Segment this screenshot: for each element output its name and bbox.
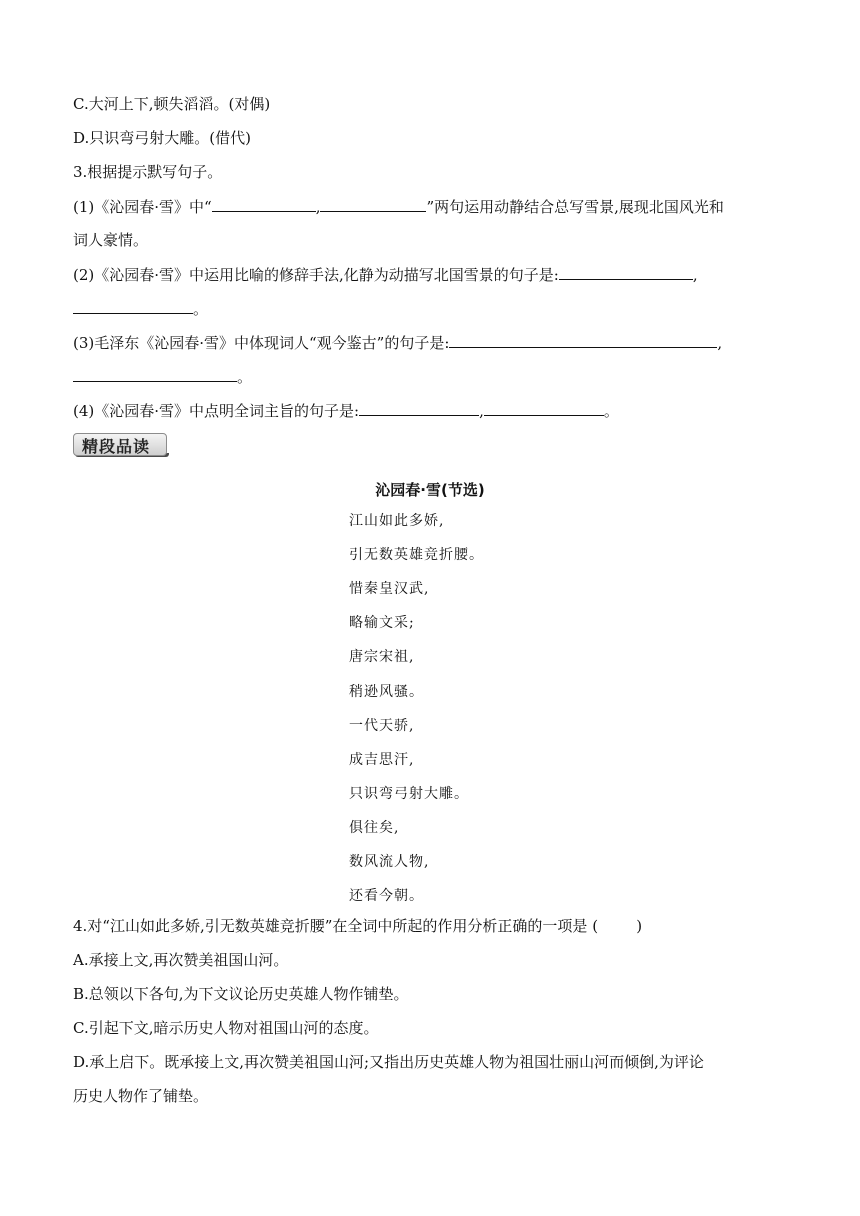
poem-line: 成吉思汗, bbox=[349, 751, 415, 768]
poem-line: 数风流人物, bbox=[349, 854, 430, 870]
answer-blank[interactable] bbox=[73, 366, 237, 382]
section-banner bbox=[73, 433, 169, 459]
q3-item-2-cont: 。 bbox=[73, 298, 208, 319]
poem-line: 还看今朝。 bbox=[349, 888, 424, 905]
q2-option-c: C.大河上下,顿失滔滔。(对偶) bbox=[73, 95, 271, 113]
poem-line: 略输文采; bbox=[349, 615, 415, 632]
poem-line: 唐宗宋祖, bbox=[349, 649, 415, 666]
q3-item-4: (4)《沁园春·雪》中点明全词主旨的句子是: , 。 bbox=[73, 402, 619, 420]
q4-option-a: A.承接上文,再次赞美祖国山河。 bbox=[73, 951, 289, 969]
q4-option-c: C.引起下文,暗示历史人物对祖国山河的态度。 bbox=[73, 1019, 379, 1037]
q4-option-d-cont: 历史人物作了铺垫。 bbox=[73, 1087, 209, 1105]
poem-line: 江山如此多娇, bbox=[349, 513, 445, 529]
q3-item-1: (1)《沁园春·雪》中“ , ”两句运用动静结合总写雪景,展现北国风光和 bbox=[73, 198, 724, 216]
answer-blank[interactable] bbox=[559, 264, 693, 280]
answer-paren[interactable]: ( ) bbox=[592, 917, 643, 935]
poem-line: 只识弯弓射大雕。 bbox=[349, 785, 469, 802]
q3-item-3-cont: 。 bbox=[73, 366, 252, 387]
q3-item-3: (3)毛泽东《沁园春·雪》中体现词人“观今鉴古”的句子是: , bbox=[73, 334, 723, 352]
answer-blank[interactable] bbox=[73, 298, 193, 314]
answer-blank[interactable] bbox=[212, 196, 316, 212]
poem-line: 引无数英雄竞折腰。 bbox=[349, 547, 484, 564]
q4-stem: 4.对“江山如此多娇,引无数英雄竞折腰”在全词中所起的作用分析正确的一项是 ( ) bbox=[73, 917, 643, 935]
q3-item-1-cont: 词人豪情。 bbox=[73, 231, 149, 249]
q4-option-d: D.承上启下。既承接上文,再次赞美祖国山河;又指出历史英雄人物为祖国壮丽山河而倾倒,为评论 bbox=[73, 1053, 704, 1071]
answer-blank[interactable] bbox=[449, 332, 717, 348]
poem-title: 沁园春·雪(节选) bbox=[375, 481, 485, 499]
poem-line: 俱往矣, bbox=[349, 819, 400, 836]
q3-item-2: (2)《沁园春·雪》中运用比喻的修辞手法,化静为动描写北国雪景的句子是: , bbox=[73, 266, 698, 284]
q3-stem: 3.根据提示默写句子。 bbox=[73, 163, 223, 181]
answer-blank[interactable] bbox=[484, 400, 604, 416]
answer-blank[interactable] bbox=[320, 196, 426, 212]
section-label: 精段品读 bbox=[82, 437, 151, 456]
q2-option-d: D.只识弯弓射大雕。(借代) bbox=[73, 129, 251, 147]
q4-option-b: B.总领以下各句,为下文议论历史英雄人物作铺垫。 bbox=[73, 985, 409, 1003]
answer-blank[interactable] bbox=[359, 400, 479, 416]
poem-line: 稍逊风骚。 bbox=[349, 683, 424, 700]
poem-line: 惜秦皇汉武, bbox=[349, 581, 430, 598]
poem-line: 一代天骄, bbox=[349, 717, 415, 734]
